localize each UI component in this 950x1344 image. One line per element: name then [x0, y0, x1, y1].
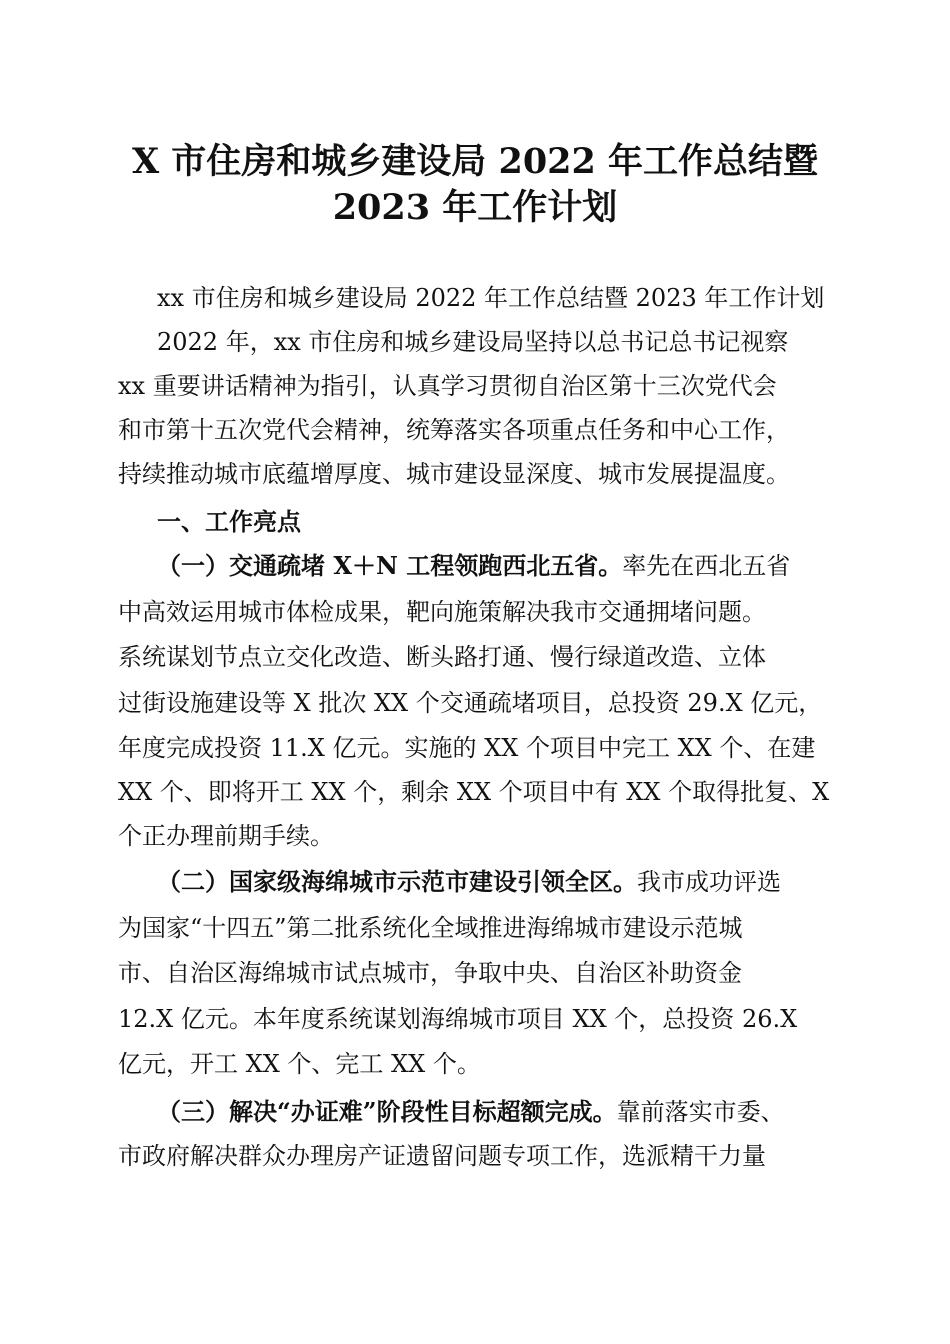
item1-line: 个正办理前期手续。 [118, 822, 334, 850]
item1-lead-line [157, 550, 834, 582]
intro-line: 和市第十五次党代会精神，统筹落实各项重点任务和中心工作， [118, 416, 790, 444]
item1-lead: （一）交通疏堵 X＋N 工程领跑西北五省。 [157, 551, 623, 580]
item2-line: 亿元，开工 XX 个、完工 XX 个。 [118, 1050, 481, 1078]
section-heading: 一、工作亮点 [157, 507, 301, 536]
item1-line: XX 个、即将开工 XX 个，剩余 XX 个项目中有 XX 个取得批复、X [118, 778, 830, 806]
item2-lead-line [157, 866, 834, 898]
document-subtitle: xx 市住房和城乡建设局 2022 年工作总结暨 2023 年工作计划 [157, 284, 825, 312]
item1-line: 中高效运用城市体检成果，靶向施策解决我市交通拥堵问题。 [118, 598, 766, 626]
item1-line: 年度完成投资 11.X 亿元。实施的 XX 个项目中完工 XX 个、在建 [118, 734, 816, 762]
item3-line: 市政府解决群众办理房产证遗留问题专项工作，选派精干力量 [118, 1142, 766, 1170]
intro-line: 2022 年，xx 市住房和城乡建设局坚持以总书记总书记视察 [157, 328, 789, 356]
item2-line: 为国家“十四五”第二批系统化全域推进海绵城市建设示范城 [118, 914, 743, 942]
document-title-line-1: X 市住房和城乡建设局 2022 年工作总结暨 [131, 141, 819, 182]
document-title-line-2: 2023 年工作计划 [332, 187, 618, 228]
item3-lead-rest: 靠前落实市委、 [616, 1098, 785, 1126]
item1-line: 过街设施建设等 X 批次 XX 个交通疏堵项目，总投资 29.X 亿元， [118, 689, 823, 717]
item2-lead: （二）国家级海绵城市示范市建设引领全区。 [157, 867, 637, 896]
item2-line: 市、自治区海绵城市试点城市，争取中央、自治区补助资金 [118, 959, 742, 987]
item2-line: 12.X 亿元。本年度系统谋划海绵城市项目 XX 个，总投资 26.X [118, 1005, 798, 1033]
item3-lead: （三）解决“办证难”阶段性目标超额完成。 [157, 1097, 617, 1126]
item2-lead-rest: 我市成功评选 [637, 868, 781, 896]
item1-lead-rest: 率先在西北五省 [622, 552, 791, 580]
intro-line: 持续推动城市底蕴增厚度、城市建设显深度、城市发展提温度。 [118, 460, 790, 488]
intro-line: xx 重要讲话精神为指引，认真学习贯彻自治区第十三次党代会 [118, 372, 777, 400]
item1-line: 系统谋划节点立交化改造、断头路打通、慢行绿道改造、立体 [118, 643, 766, 671]
item3-lead-line [157, 1096, 834, 1128]
